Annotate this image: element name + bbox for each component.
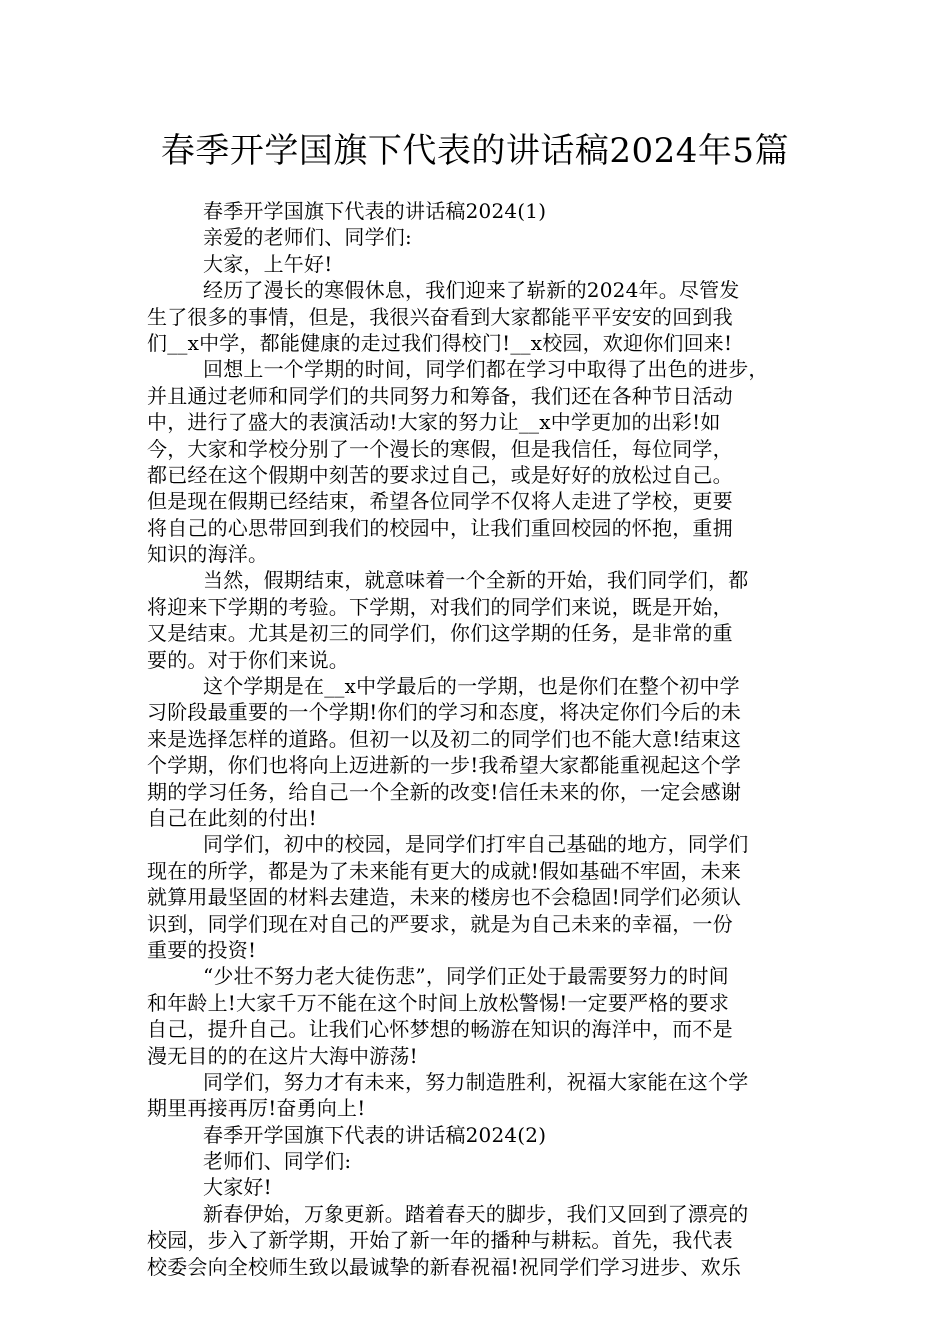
text-line: 回想上一个学期的时间，同学们都在学习中取得了出色的进步，: [203, 357, 769, 382]
text-line: 春季开学国旗下代表的讲话稿2024(2): [203, 1122, 547, 1147]
text-line: 期里再接再厉!奋勇向上!: [147, 1096, 366, 1121]
text-line: 自己在此刻的付出!: [147, 805, 317, 830]
text-line: 识到，同学们现在对自己的严要求，就是为自己未来的幸福，一份: [147, 911, 733, 936]
document-title: 春季开学国旗下代表的讲话稿2024年5篇: [160, 131, 790, 171]
text-line: 同学们，努力才有未来，努力制造胜利，祝福大家能在这个学: [203, 1069, 749, 1094]
text-line: 新春伊始，万象更新。踏着春天的脚步，我们又回到了漂亮的: [203, 1201, 749, 1226]
text-line: 这个学期是在__x中学最后的一学期，也是你们在整个初中学: [203, 674, 740, 699]
text-line: 大家好!: [203, 1175, 272, 1200]
text-line: 生了很多的事情，但是，我很兴奋看到大家都能平平安安的回到我: [147, 304, 733, 329]
text-line: 校园，步入了新学期，开始了新一年的播种与耕耘。首先，我代表: [147, 1228, 733, 1253]
text-line: 都已经在这个假期中刻苦的要求过自己，或是好好的放松过自己。: [147, 462, 733, 487]
text-line: 将迎来下学期的考验。下学期，对我们的同学们来说，既是开始，: [147, 594, 733, 619]
text-line: 大家，上午好!: [203, 251, 333, 276]
text-line: 亲爱的老师们、同学们:: [203, 225, 412, 250]
text-line: 自己，提升自己。让我们心怀梦想的畅游在知识的海洋中，而不是: [147, 1017, 733, 1042]
text-line: 漫无目的的在这片大海中游荡!: [147, 1043, 418, 1068]
text-line: 重要的投资!: [147, 937, 257, 962]
text-line: “少壮不努力老大徒伤悲”，同学们正处于最需要努力的时间: [203, 964, 729, 989]
text-line: 将自己的心思带回到我们的校园中，让我们重回校园的怀抱，重拥: [147, 515, 733, 540]
text-line: 知识的海洋。: [147, 542, 269, 567]
text-line: 现在的所学，都是为了未来能有更大的成就!假如基础不牢固，未来: [147, 858, 742, 883]
text-line: 要的。对于你们来说。: [147, 647, 349, 672]
text-line: 习阶段最重要的一个学期!你们的学习和态度，将决定你们今后的未: [147, 700, 742, 725]
text-line: 经历了漫长的寒假休息，我们迎来了崭新的2024年。尽管发: [203, 278, 740, 303]
text-line: 中，进行了盛大的表演活动!大家的努力让__x中学更加的出彩!如: [147, 410, 721, 435]
text-line: 但是现在假期已经结束，希望各位同学不仅将人走进了学校，更要: [147, 489, 733, 514]
text-line: 校委会向全校师生致以最诚挚的新春祝福!祝同学们学习进步、欢乐: [147, 1254, 742, 1279]
text-line: 和年龄上!大家千万不能在这个时间上放松警惕!一定要严格的要求: [147, 990, 730, 1015]
text-line: 春季开学国旗下代表的讲话稿2024(1): [203, 199, 547, 223]
text-line: 同学们，初中的校园，是同学们打牢自己基础的地方，同学们: [203, 832, 749, 857]
text-line: 又是结束。尤其是初三的同学们，你们这学期的任务，是非常的重: [147, 621, 733, 646]
text-line: 们__x中学，都能健康的走过我们得校门!__x校园，欢迎你们回来!: [147, 330, 733, 355]
text-line: 并且通过老师和同学们的共同努力和筹备，我们还在各种节日活动: [147, 383, 733, 408]
document-body: [147, 198, 811, 1280]
text-line: 就算用最坚固的材料去建造，未来的楼房也不会稳固!同学们必须认: [147, 885, 742, 910]
text-line: 今，大家和学校分别了一个漫长的寒假，但是我信任，每位同学，: [147, 436, 733, 461]
text-line: 当然，假期结束，就意味着一个全新的开始，我们同学们，都: [203, 568, 749, 593]
text-line: 个学期，你们也将向上迈进新的一步!我希望大家都能重视起这个学: [147, 753, 742, 778]
text-line: 老师们、同学们:: [203, 1149, 352, 1174]
text-line: 来是选择怎样的道路。但初一以及初二的同学们也不能大意!结束这: [147, 726, 742, 751]
text-line: 期的学习任务，给自己一个全新的改变!信任未来的你，一定会感谢: [147, 779, 742, 804]
